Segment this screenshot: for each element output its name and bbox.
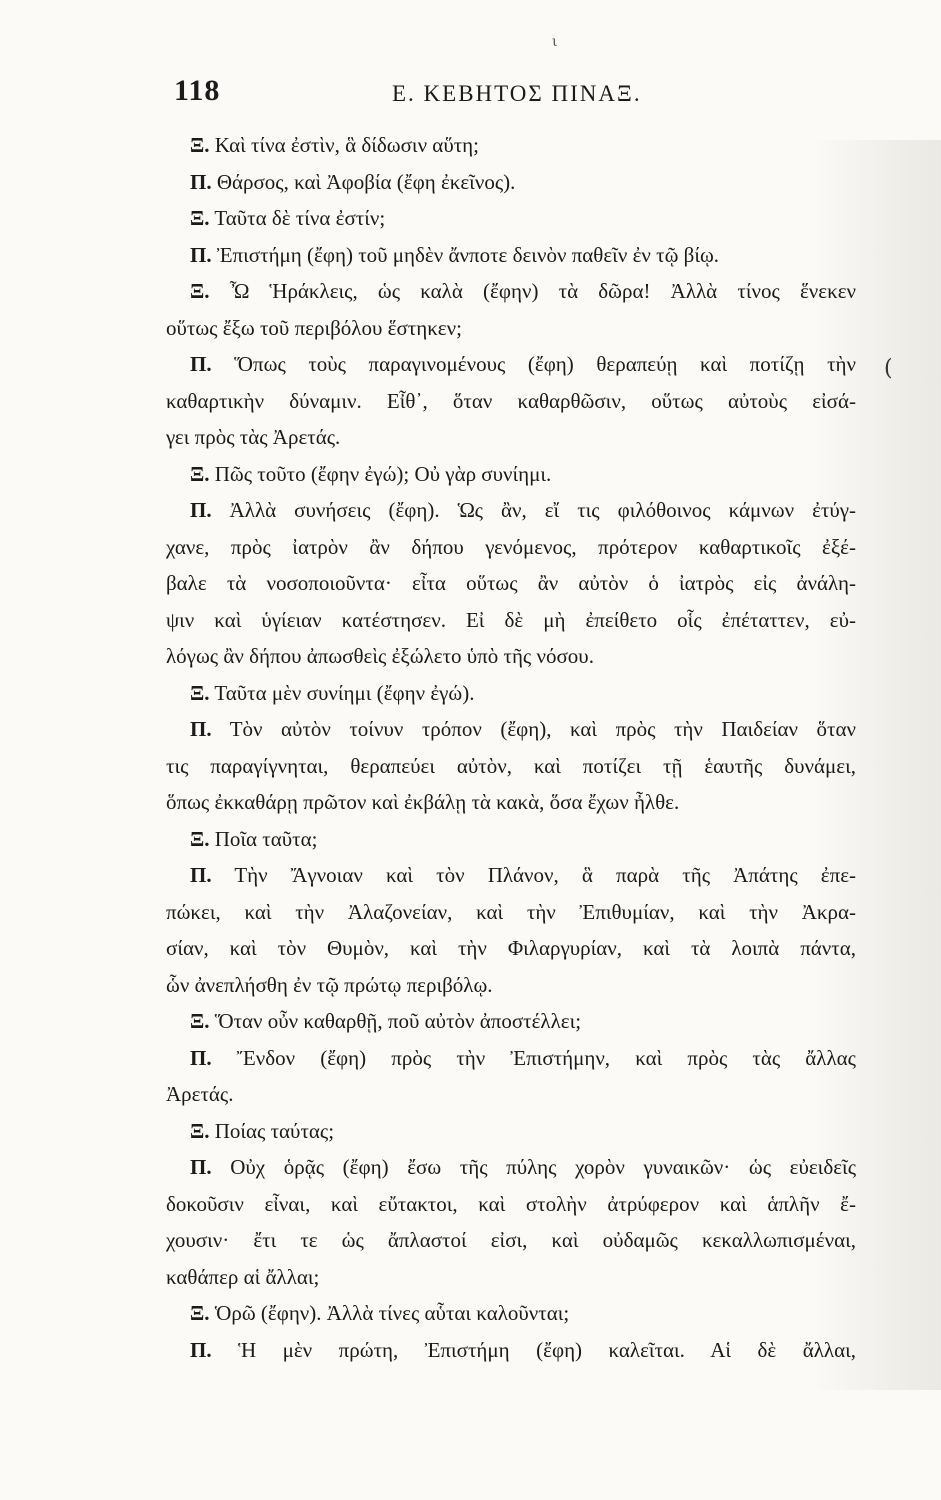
line-text: Ποίας ταύτας; [214,1118,335,1143]
line-text: Καὶ τίνα ἐστὶν, ἃ δίδωσιν αὕτη; [214,133,479,157]
line-text: λόγως ἂν δήπου ἀπωσθεὶς ἐξώλετο ὑπὸ τῆς νόσου. [166,644,594,668]
text-line [166,565,856,602]
text-line [166,821,856,858]
text-line [166,1003,856,1040]
text-line [166,310,856,347]
text-line [166,456,856,493]
line-text: οὕτως ἔξω τοῦ περιβόλου ἕστηκεν; [166,315,462,340]
text-line [166,164,856,201]
stray-mark: ι [552,34,558,50]
line-text: Ταῦτα μὲν συνίημι (ἔφην ἐγώ). [214,680,475,705]
line-text: ψιν καὶ ὑγίειαν κατέστησεν. Εἰ δὲ μὴ ἐπείθετο οἷς ἐπέταττεν, εὐ- [166,607,856,632]
line-text: δοκοῦσιν εἶναι, καὶ εὔτακτοι, καὶ στολὴν ἀτρύφερον καὶ ἁπλῆν ἔ- [166,1191,856,1216]
speaker-label: Ξ. [190,461,210,486]
text-line [166,784,856,821]
text-line [166,383,856,420]
speaker-label: Ξ. [190,279,210,303]
text-line [166,200,856,237]
speaker-label: Π. [190,1155,212,1179]
margin-mark: ( [884,356,893,381]
speaker-label: Π. [190,863,212,887]
line-text: Πῶς τοῦτο (ἔφην ἐγώ); Οὐ γὰρ συνίημι. [214,461,552,486]
line-text: καθαρτικὴν δύναμιν. Εἶθ᾽, ὅταν καθαρθῶσιν, οὕτως αὐτοὺς εἰσά- [166,388,856,413]
line-text: Ἡ μὲν πρώτη, Ἐπιστήμη (ἔφη) καλεῖται. Αἱ δὲ ἄλλαι, [238,1337,856,1362]
line-text: καθάπερ αἱ ἄλλαι; [166,1264,320,1289]
text-line [166,492,856,529]
line-text: χουσιν· ἔτι τε ὡς ἄπλαστοί εἰσι, καὶ οὐδαμῶς κεκαλλωπισμέναι, [166,1228,856,1252]
running-head: Ε. ΚΕΒΗΤΟΣ ΠΙΝΑΞ. [392,81,642,106]
speaker-label: Π. [190,1337,212,1362]
speaker-label: Ξ. [190,1301,210,1325]
text-line [166,1295,856,1332]
speaker-label: Ξ. [190,133,210,157]
page-header [174,74,784,114]
speaker-label: Π. [190,242,212,267]
speaker-label: Ξ. [190,1118,210,1143]
line-text: χανε, πρὸς ἰατρὸν ἂν δήπου γενόμενος, πρότερον καθαρτικοῖς ἐξέ- [166,534,856,559]
speaker-label: Π. [190,352,212,376]
text-line [166,967,856,1004]
speaker-label: Π. [190,498,212,522]
text-line [166,1076,856,1113]
text-line [166,602,856,639]
line-text: ὅπως ἐκκαθάρῃ πρῶτον καὶ ἐκβάλῃ τὰ κακὰ, ὅσα ἔχων ἦλθε. [166,790,680,814]
text-line [166,1222,856,1259]
text-line [166,419,856,456]
line-text: πώκει, καὶ τὴν Ἀλαζονείαν, καὶ τὴν Ἐπιθυμίαν, καὶ τὴν Ἀκρα- [166,899,856,924]
dialogue-text [166,127,856,1368]
text-line [166,894,856,931]
text-line [166,1259,856,1296]
line-text: Οὐχ ὁρᾷς (ἔφη) ἔσω τῆς πύλης χορὸν γυναικῶν· ὡς εὐειδεῖς [230,1155,856,1179]
text-line [166,930,856,967]
speaker-label: Ξ. [190,206,210,230]
text-line [166,638,856,675]
text-line [166,127,856,164]
line-text: Τὸν αὐτὸν τοίνυν τρόπον (ἔφη), καὶ πρὸς τὴν Παιδείαν ὅταν [229,717,856,741]
line-text: Ποῖα ταῦτα; [214,826,318,851]
text-line [166,711,856,748]
line-text: Ταῦτα δὲ τίνα ἐστίν; [214,206,386,230]
speaker-label: Π. [190,1045,212,1070]
text-line [166,675,856,712]
line-text: Ὅπως τοὺς παραγινομένους (ἔφη) θεραπεύῃ καὶ ποτίζῃ τὴν [234,352,856,376]
line-text: Ἔνδον (ἔφη) πρὸς τὴν Ἐπιστήμην, καὶ πρὸς τὰς ἄλλας [236,1045,856,1070]
speaker-label: Π. [190,169,212,194]
text-line [166,1149,856,1186]
speaker-label: Ξ. [190,826,210,851]
text-line [166,857,856,894]
text-line [166,346,856,383]
text-line [166,748,856,785]
line-text: Θάρσος, καὶ Ἀφοβία (ἔφη ἐκεῖνος). [216,169,516,194]
page-number: 118 [174,74,221,107]
text-line [166,1332,856,1369]
line-text: Ὦ Ἡράκλεις, ὡς καλὰ (ἔφην) τὰ δῶρα! Ἀλλὰ τίνος ἕνεκεν [229,279,856,303]
text-line [166,529,856,566]
text-line [166,273,856,310]
speaker-label: Π. [190,717,212,741]
text-line [166,1040,856,1077]
line-text: τις παραγίγνηται, θεραπεύει αὐτὸν, καὶ ποτίζει τῇ ἑαυτῆς δυνάμει, [166,753,856,778]
line-text: Ὅταν οὖν καθαρθῇ, ποῦ αὐτὸν ἀποστέλλει; [214,1009,582,1033]
line-text: Ἀλλὰ συνήσεις (ἔφη). Ὡς ἂν, εἴ τις φιλόθοινος κάμνων ἐτύγ- [229,498,856,522]
text-line [166,1113,856,1150]
line-text: γει πρὸς τὰς Ἀρετάς. [166,425,341,449]
speaker-label: Ξ. [190,1009,210,1033]
line-text: βαλε τὰ νοσοποιοῦντα· εἶτα οὕτως ἂν αὐτὸν ὁ ἰατρὸς εἰς ἀνάλη- [166,571,856,595]
line-text: ὧν ἀνεπλήσθη ἐν τῷ πρώτῳ περιβόλῳ. [166,972,493,997]
line-text: Τὴν Ἄγνοιαν καὶ τὸν Πλάνον, ἃ παρὰ τῆς Ἀπάτης ἐπε- [234,863,856,887]
text-line [166,1186,856,1223]
speaker-label: Ξ. [190,680,210,705]
line-text: σίαν, καὶ τὸν Θυμὸν, καὶ τὴν Φιλαργυρίαν, καὶ τὰ λοιπὰ πάντα, [166,936,856,960]
line-text: Ὁρῶ (ἔφην). Ἀλλὰ τίνες αὗται καλοῦνται; [214,1301,570,1325]
line-text: Ἐπιστήμη (ἔφη) τοῦ μηδὲν ἄνποτε δεινὸν παθεῖν ἐν τῷ βίῳ. [216,242,720,267]
text-line [166,237,856,274]
line-text: Ἀρετάς. [166,1082,234,1106]
